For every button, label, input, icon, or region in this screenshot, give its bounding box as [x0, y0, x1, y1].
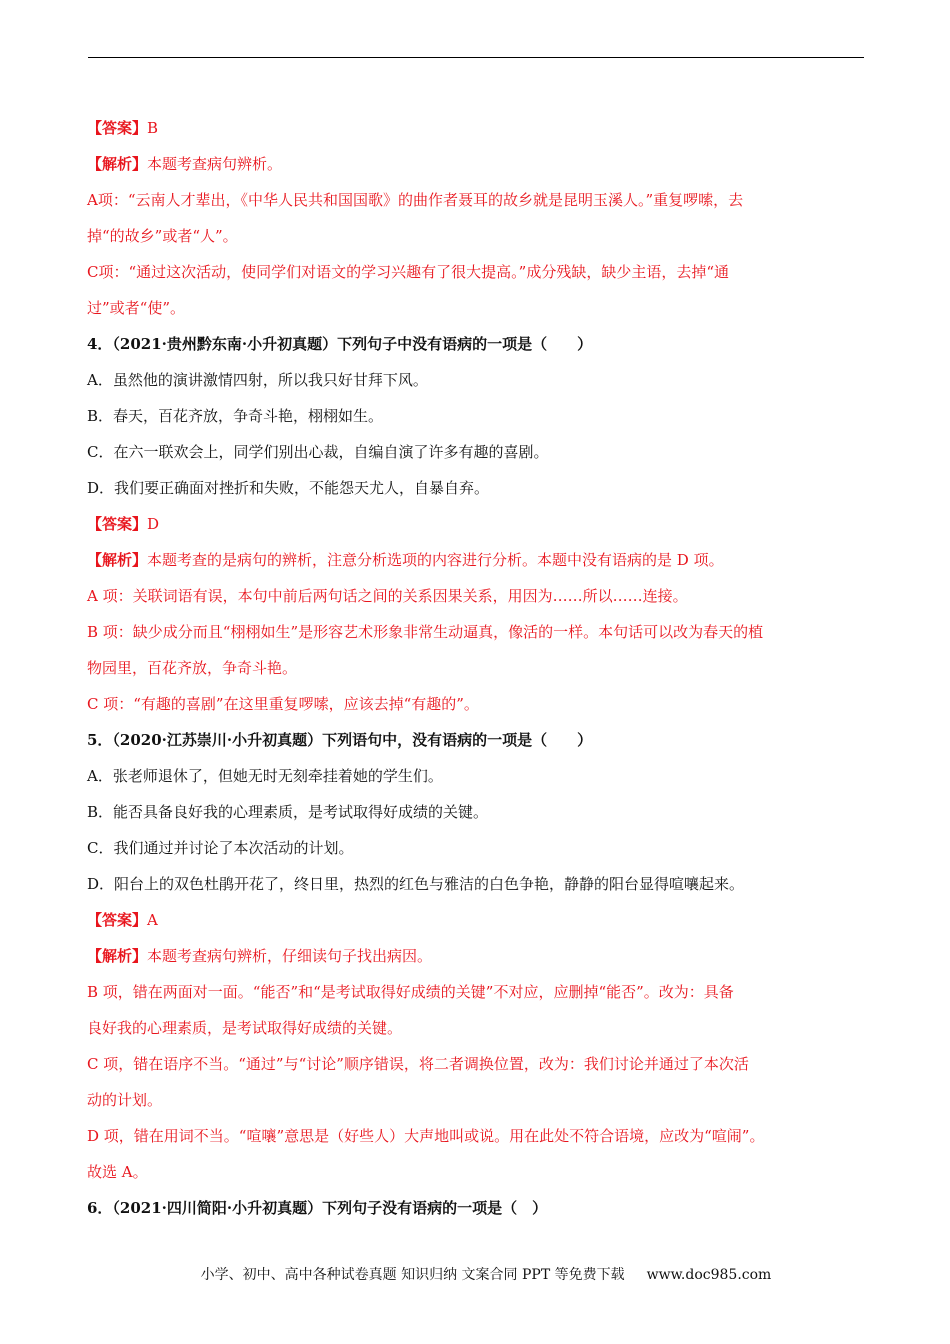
analysis-text: C 项：“有趣的喜剧”在这里重复啰嗦，应该去掉“有趣的”。 [87, 695, 479, 713]
analysis-text: B 项：缺少成分而且“栩栩如生”是形容艺术形象非常生动逼真，像活的一样。本句话可以改为春天的植 [87, 623, 764, 641]
option: A．虽然他的演讲激情四射，所以我只好甘拜下风。 [87, 371, 428, 389]
option: B．能否具备良好我的心理素质，是考试取得好成绩的关键。 [87, 803, 489, 821]
analysis-text: A项：“云南人才辈出，《中华人民共和国国歌》的曲作者聂耳的故乡就是昆明玉溪人。”重复啰嗦，去 [87, 191, 744, 209]
analysis-text: C项：“通过这次活动，使同学们对语文的学习兴趣有了很大提高。”成分残缺，缺少主语，去掉“通 [87, 263, 729, 281]
analysis-line: 【解析】本题考查病句辨析，仔细读句子找出病因。 [87, 947, 433, 965]
footer-link[interactable]: www.doc985.com [646, 1267, 772, 1283]
question-5: 5．（2020·江苏崇川·小升初真题）下列语句中，没有语病的一项是（ ） [87, 731, 593, 749]
option: B．春天，百花齐放，争奇斗艳，栩栩如生。 [87, 407, 384, 425]
page-footer [0, 1264, 950, 1284]
analysis-text: 过”或者“使”。 [87, 299, 186, 317]
analysis-text: 物园里，百花齐放，争奇斗艳。 [87, 659, 298, 677]
option: D．阳台上的双色杜鹃开花了，终日里，热烈的红色与雅洁的白色争艳，静静的阳台显得喧嚷起来。 [87, 875, 745, 893]
option: D．我们要正确面对挫折和失败，不能怨天尤人，自暴自弃。 [87, 479, 490, 497]
analysis-text: 故选 A。 [87, 1163, 148, 1181]
question-4: 4．（2021·贵州黔东南·小升初真题）下列句子中没有语病的一项是（ ） [87, 335, 593, 353]
option: A．张老师退休了，但她无时无刻牵挂着她的学生们。 [87, 767, 443, 785]
footer-text: 小学、初中、高中各种试卷真题 知识归纳 文案合同 PPT 等免费下载 [200, 1267, 625, 1283]
analysis-text: 良好我的心理素质，是考试取得好成绩的关键。 [87, 1019, 403, 1037]
answer-line: 【答案】A [87, 911, 158, 929]
analysis-text: 动的计划。 [87, 1091, 163, 1109]
option: C．在六一联欢会上，同学们别出心裁，自编自演了许多有趣的喜剧。 [87, 443, 549, 461]
header-rule [88, 57, 864, 58]
analysis-text: B 项，错在两面对一面。“能否”和“是考试取得好成绩的关键”不对应，应删掉“能否”。改为：具备 [87, 983, 734, 1001]
document-body [87, 110, 867, 1226]
analysis-line: 【解析】本题考查的是病句的辨析，注意分析选项的内容进行分析。本题中没有语病的是 D 项。 [87, 551, 724, 569]
answer-line: 【答案】D [87, 515, 160, 533]
option: C．我们通过并讨论了本次活动的计划。 [87, 839, 354, 857]
analysis-text: C 项，错在语序不当。“通过”与“讨论”顺序错误，将二者调换位置，改为：我们讨论并通过了本次活 [87, 1055, 749, 1073]
analysis-text: A 项：关联词语有误，本句中前后两句话之间的关系因果关系，用因为……所以……连接。 [87, 587, 688, 605]
analysis-line: 【解析】本题考查病句辨析。 [87, 155, 283, 173]
analysis-text: D 项，错在用词不当。“喧嚷”意思是（好些人）大声地叫或说。用在此处不符合语境，应改为“喧闹”。 [87, 1127, 765, 1145]
answer-line: 【答案】B [87, 119, 159, 137]
question-6: 6．（2021·四川简阳·小升初真题）下列句子没有语病的一项是（ ） [87, 1199, 548, 1217]
analysis-text: 掉“的故乡”或者“人”。 [87, 227, 238, 245]
